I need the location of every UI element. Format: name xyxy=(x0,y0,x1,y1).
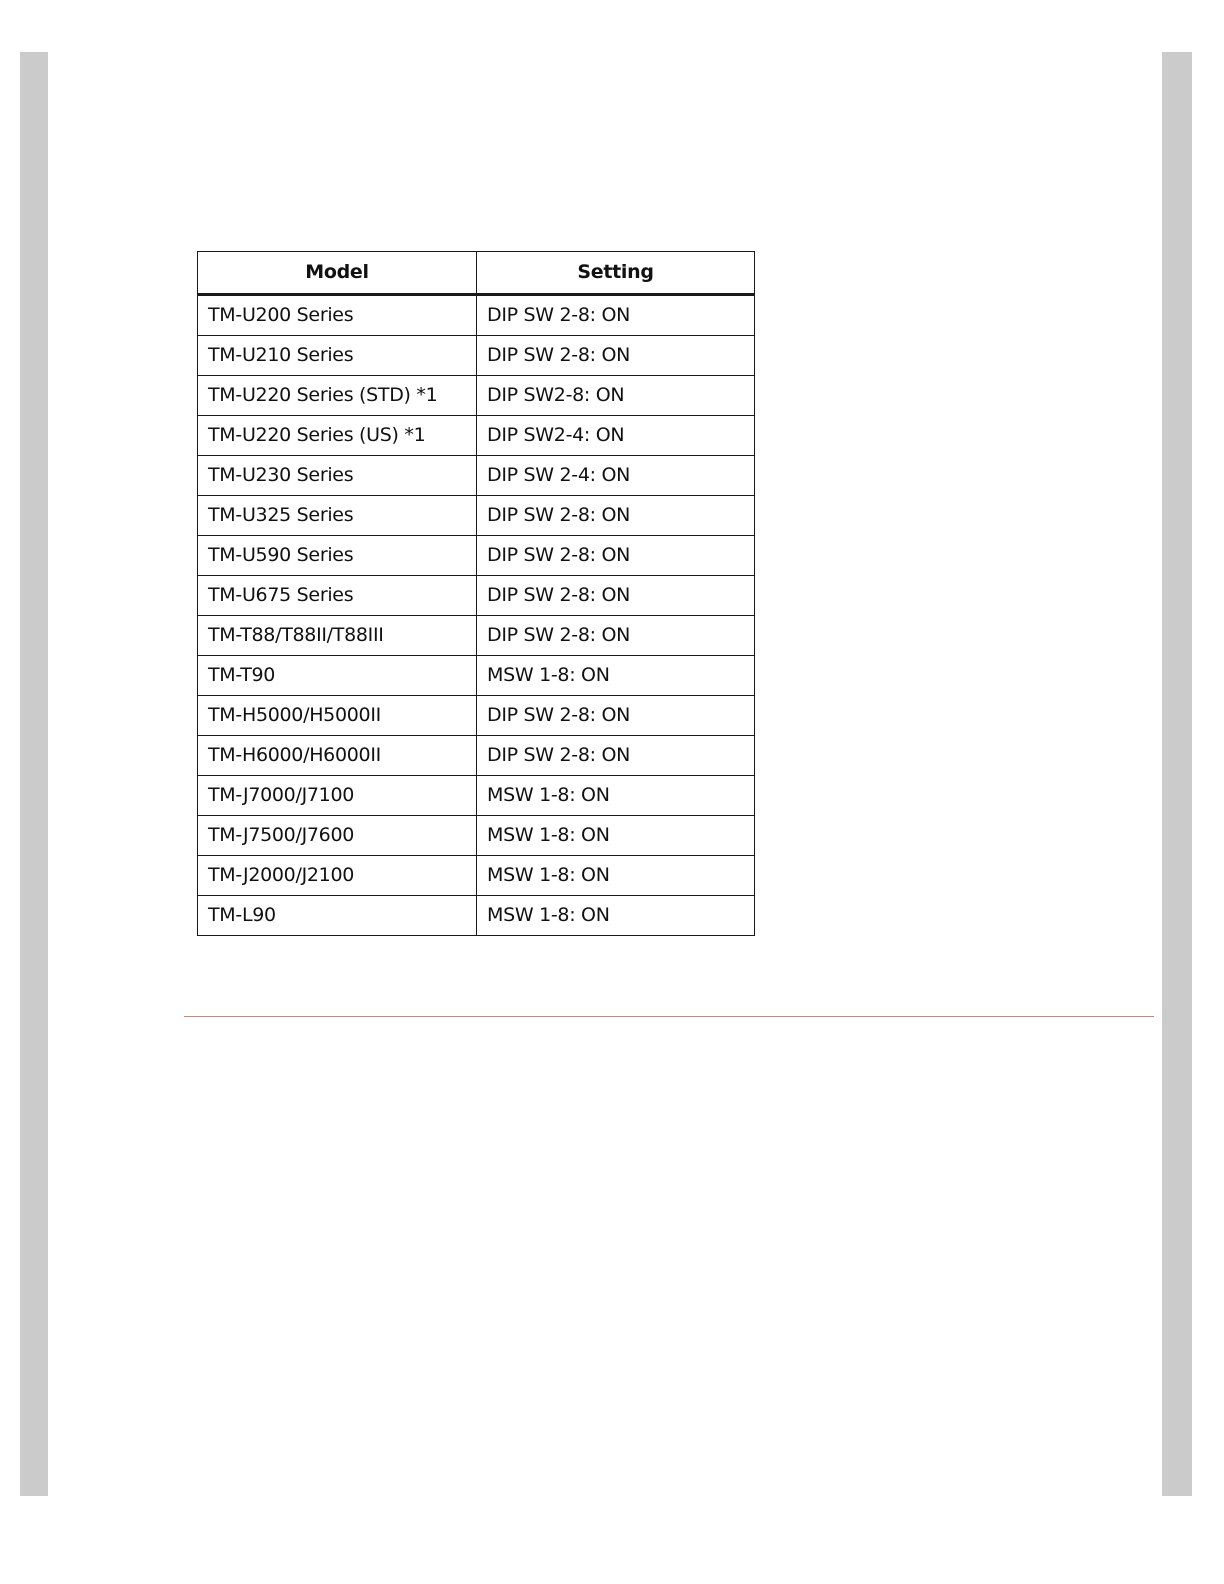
model-cell: TM-U200 Series xyxy=(198,295,477,336)
table-row xyxy=(198,336,755,376)
table-row xyxy=(198,416,755,456)
model-cell: TM-U220 Series (STD) *1 xyxy=(198,376,477,416)
table-row xyxy=(198,496,755,536)
setting-cell: DIP SW 2-8: ON xyxy=(477,736,755,776)
model-cell: TM-L90 xyxy=(198,896,477,936)
model-cell: TM-J7000/J7100 xyxy=(198,776,477,816)
model-cell: TM-U230 Series xyxy=(198,456,477,496)
setting-column-header: Setting xyxy=(477,252,755,295)
left-margin-bar xyxy=(20,52,48,1496)
model-cell: TM-T90 xyxy=(198,656,477,696)
model-cell: TM-U325 Series xyxy=(198,496,477,536)
model-cell: TM-U220 Series (US) *1 xyxy=(198,416,477,456)
table-header-row xyxy=(198,252,755,295)
table-row xyxy=(198,696,755,736)
table-row xyxy=(198,456,755,496)
table-row xyxy=(198,376,755,416)
setting-cell: DIP SW 2-8: ON xyxy=(477,536,755,576)
setting-cell: DIP SW2-4: ON xyxy=(477,416,755,456)
setting-cell: MSW 1-8: ON xyxy=(477,776,755,816)
horizontal-divider xyxy=(184,1016,1154,1017)
table-row xyxy=(198,576,755,616)
table-row xyxy=(198,816,755,856)
model-cell: TM-U210 Series xyxy=(198,336,477,376)
setting-cell: DIP SW 2-4: ON xyxy=(477,456,755,496)
setting-cell: MSW 1-8: ON xyxy=(477,656,755,696)
model-cell: TM-H5000/H5000II xyxy=(198,696,477,736)
setting-cell: DIP SW 2-8: ON xyxy=(477,336,755,376)
table-row xyxy=(198,656,755,696)
setting-cell: MSW 1-8: ON xyxy=(477,856,755,896)
model-cell: TM-H6000/H6000II xyxy=(198,736,477,776)
table-row xyxy=(198,896,755,936)
model-column-header: Model xyxy=(198,252,477,295)
setting-cell: DIP SW 2-8: ON xyxy=(477,496,755,536)
right-margin-bar xyxy=(1162,52,1192,1496)
model-settings-table xyxy=(197,251,755,936)
setting-cell: DIP SW 2-8: ON xyxy=(477,616,755,656)
model-cell: TM-J7500/J7600 xyxy=(198,816,477,856)
setting-cell: DIP SW 2-8: ON xyxy=(477,295,755,336)
table-row xyxy=(198,736,755,776)
model-cell: TM-J2000/J2100 xyxy=(198,856,477,896)
setting-cell: DIP SW 2-8: ON xyxy=(477,696,755,736)
table-row xyxy=(198,616,755,656)
table-row xyxy=(198,536,755,576)
model-cell: TM-U590 Series xyxy=(198,536,477,576)
setting-cell: MSW 1-8: ON xyxy=(477,896,755,936)
setting-cell: DIP SW 2-8: ON xyxy=(477,576,755,616)
setting-cell: DIP SW2-8: ON xyxy=(477,376,755,416)
setting-cell: MSW 1-8: ON xyxy=(477,816,755,856)
model-cell: TM-T88/T88II/T88III xyxy=(198,616,477,656)
table-row xyxy=(198,295,755,336)
model-cell: TM-U675 Series xyxy=(198,576,477,616)
table-row xyxy=(198,856,755,896)
table-row xyxy=(198,776,755,816)
